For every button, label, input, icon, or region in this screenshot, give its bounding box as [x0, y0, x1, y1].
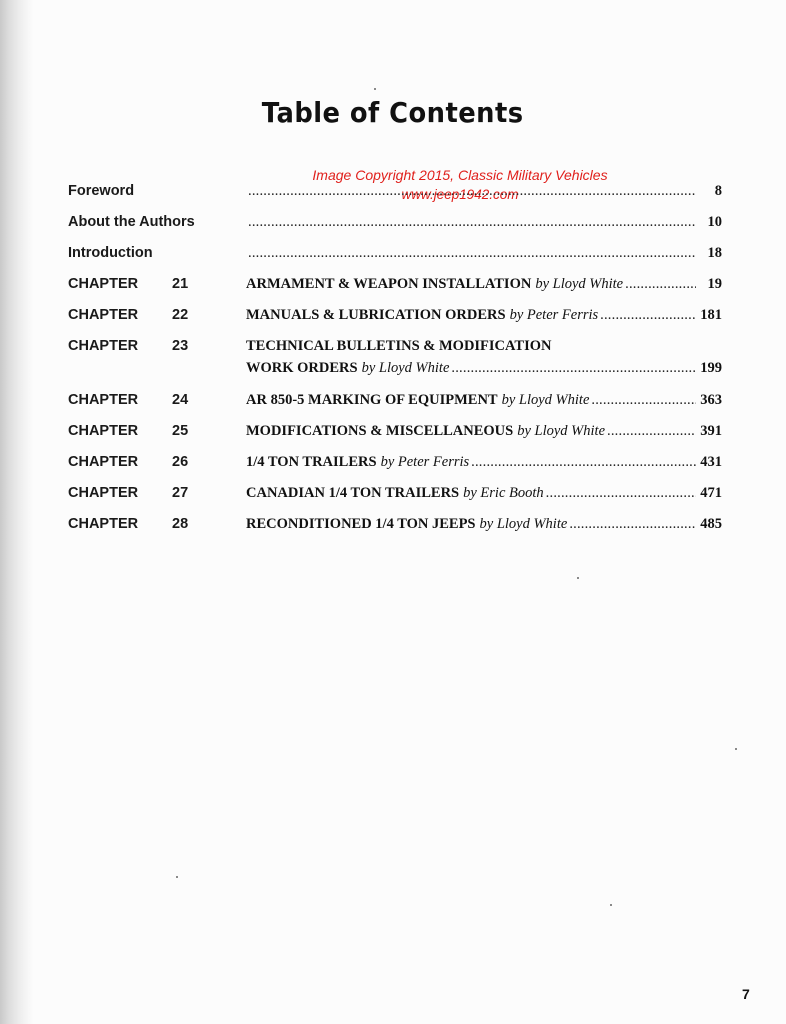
chapter-label: CHAPTER — [68, 485, 139, 501]
dot-leader — [471, 454, 696, 471]
chapter-title: AR 850-5 MARKING OF EQUIPMENT — [246, 392, 498, 408]
toc-entry-chapter-26[interactable] — [0, 454, 786, 476]
chapter-label: CHAPTER — [68, 516, 139, 532]
chapter-label: CHAPTER — [68, 423, 139, 439]
entry-label: Foreword — [68, 183, 135, 199]
website-watermark: www.jeep1942.com — [401, 187, 519, 202]
chapter-title: RECONDITIONED 1/4 TON JEEPS — [246, 516, 476, 532]
toc-entry-introduction[interactable] — [0, 245, 786, 267]
entry-page: 391 — [700, 423, 722, 439]
entry-page: 431 — [700, 454, 722, 470]
chapter-author: by Peter Ferris — [509, 307, 599, 323]
entry-label: About the Authors — [68, 214, 195, 230]
scan-speck — [577, 577, 579, 579]
dot-leader — [451, 360, 696, 377]
dot-leader — [546, 485, 696, 502]
entry-page: 199 — [700, 360, 722, 376]
chapter-author: by Lloyd White — [517, 423, 606, 439]
chapter-title: MODIFICATIONS & MISCELLANEOUS — [246, 423, 514, 439]
dot-leader — [591, 392, 696, 409]
chapter-label: CHAPTER — [68, 454, 139, 470]
scan-speck — [610, 904, 612, 906]
entry-page: 10 — [707, 214, 722, 230]
entry-page: 19 — [707, 276, 722, 292]
chapter-title: CANADIAN 1/4 TON TRAILERS — [246, 485, 460, 501]
toc-entry-chapter-27[interactable] — [0, 485, 786, 507]
chapter-author: by Lloyd White — [535, 276, 624, 292]
entry-page: 485 — [700, 516, 722, 532]
chapter-number: 25 — [172, 423, 189, 439]
entry-line — [246, 392, 722, 409]
chapter-number: 26 — [172, 454, 189, 470]
entry-page: 471 — [700, 485, 722, 501]
entry-line — [246, 454, 722, 471]
entry-line — [246, 360, 722, 377]
entry-page: 18 — [707, 245, 722, 261]
dot-leader — [600, 307, 696, 324]
dot-leader — [625, 276, 696, 293]
entry-page: 181 — [700, 307, 722, 323]
dot-leader — [248, 183, 696, 200]
chapter-number: 21 — [172, 276, 189, 292]
page-number: 7 — [742, 986, 750, 1002]
chapter-author: by Lloyd White — [361, 360, 450, 376]
toc-entry-about-authors[interactable] — [0, 214, 786, 236]
entry-line — [246, 516, 722, 533]
chapter-label: CHAPTER — [68, 392, 139, 408]
dot-leader — [569, 516, 696, 533]
entry-line — [246, 485, 722, 502]
chapter-title: MANUALS & LUBRICATION ORDERS — [246, 307, 506, 323]
entry-line — [246, 245, 722, 262]
scan-speck — [374, 88, 376, 90]
toc-entry-chapter-28[interactable] — [0, 516, 786, 538]
chapter-number: 23 — [172, 338, 189, 354]
chapter-number: 28 — [172, 516, 189, 532]
toc-entry-chapter-24[interactable] — [0, 392, 786, 414]
chapter-author: by Lloyd White — [479, 516, 568, 532]
chapter-author: by Lloyd White — [501, 392, 590, 408]
entry-line — [246, 214, 722, 231]
dot-leader — [248, 245, 696, 262]
chapter-title: 1/4 TON TRAILERS — [246, 454, 377, 470]
entry-line — [246, 307, 722, 324]
chapter-author: by Peter Ferris — [380, 454, 470, 470]
entry-page: 8 — [714, 183, 722, 199]
chapter-number: 24 — [172, 392, 189, 408]
toc-entry-chapter-22[interactable] — [0, 307, 786, 329]
chapter-number: 27 — [172, 485, 189, 501]
chapter-label: CHAPTER — [68, 338, 139, 354]
entry-label: Introduction — [68, 245, 153, 261]
toc-entry-chapter-25[interactable] — [0, 423, 786, 445]
chapter-number: 22 — [172, 307, 189, 323]
chapter-label: CHAPTER — [68, 307, 139, 323]
copyright-watermark: Image Copyright 2015, Classic Military Vehicles — [312, 167, 608, 183]
entry-line — [246, 183, 722, 200]
toc-entry-chapter-21[interactable] — [0, 276, 786, 298]
scan-speck — [735, 748, 737, 750]
dot-leader — [607, 423, 696, 440]
entry-page: 363 — [700, 392, 722, 408]
chapter-label: CHAPTER — [68, 276, 139, 292]
entry-line — [246, 276, 722, 293]
chapter-title: TECHNICAL BULLETINS & MODIFICATION — [246, 338, 552, 354]
toc-entry-foreword[interactable] — [0, 183, 786, 205]
chapter-author: by Eric Booth — [463, 485, 544, 501]
chapter-title-continued: WORK ORDERS — [246, 360, 358, 376]
toc-entry-chapter-23[interactable] — [0, 338, 786, 382]
chapter-title: ARMAMENT & WEAPON INSTALLATION — [246, 276, 532, 292]
page-title: Table of Contents — [261, 96, 524, 129]
dot-leader — [248, 214, 696, 231]
entry-line — [246, 423, 722, 440]
scan-speck — [176, 876, 178, 878]
